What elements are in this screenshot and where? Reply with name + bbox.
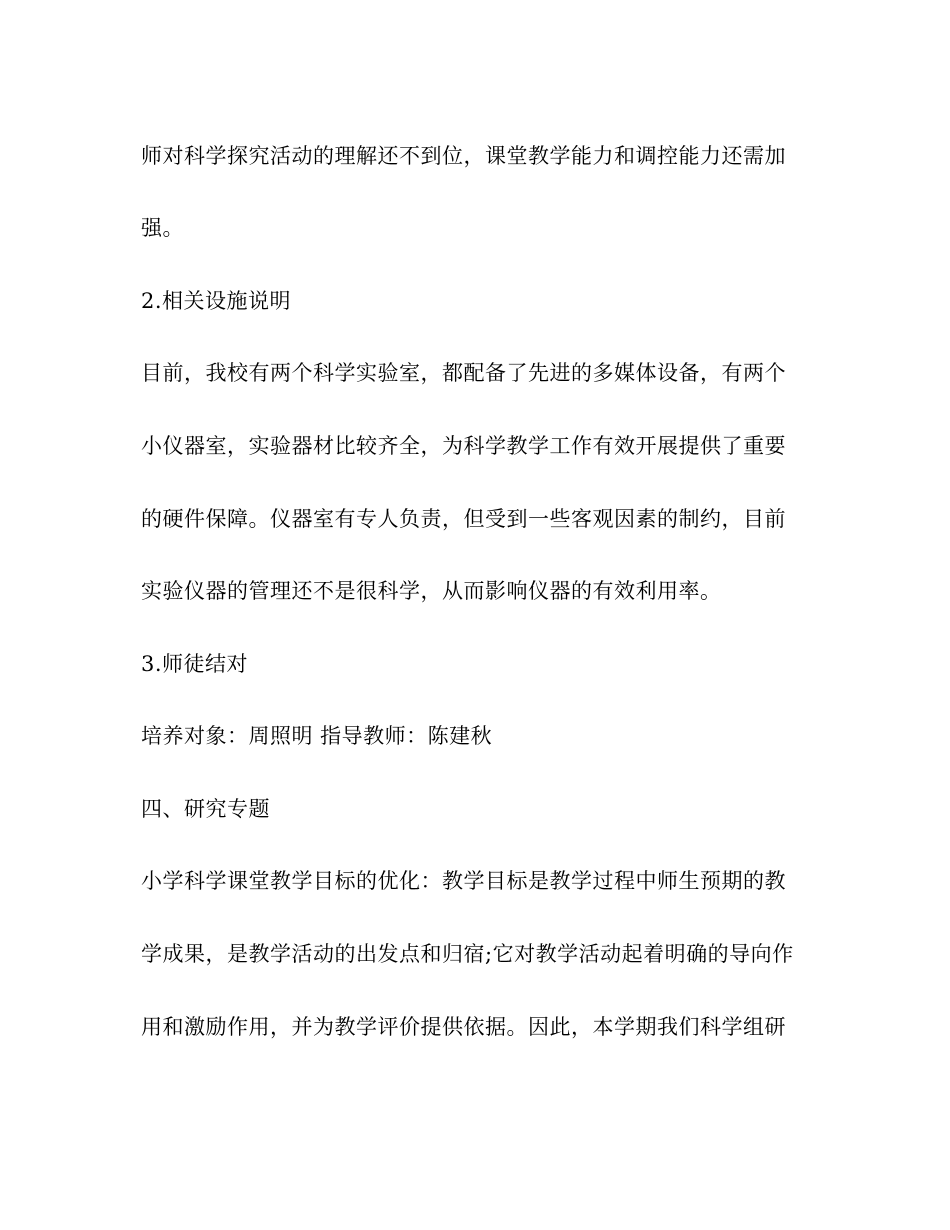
paragraph-line: 小仪器室，实验器材比较齐全，为科学教学工作有效开展提供了重要	[141, 434, 786, 458]
mentorship-detail-line: 培养对象：周照明 指导教师：陈建秋	[141, 724, 493, 748]
paragraph-line: 小学科学课堂教学目标的优化：教学目标是教学过程中师生预期的教	[141, 869, 786, 893]
paragraph-line: 的硬件保障。仪器室有专人负责，但受到一些客观因素的制约，目前	[141, 507, 786, 531]
paragraph-line: 目前，我校有两个科学实验室，都配备了先进的多媒体设备，有两个	[141, 361, 786, 385]
section-heading-research-topic: 四、研究专题	[141, 797, 270, 821]
paragraph-line: 学成果，是教学活动的出发点和归宿;它对教学活动起着明确的导向作	[141, 942, 794, 966]
paragraph-continuation-line: 强。	[141, 216, 184, 240]
paragraph-continuation-line: 师对科学探究活动的理解还不到位，课堂教学能力和调控能力还需加	[141, 144, 786, 168]
section-heading-mentorship: 3.师徒结对	[141, 652, 249, 676]
paragraph-line: 实验仪器的管理还不是很科学，从而影响仪器的有效利用率。	[141, 579, 722, 603]
section-heading-facilities: 2.相关设施说明	[141, 289, 292, 313]
paragraph-line: 用和激励作用，并为教学评价提供依据。因此，本学期我们科学组研	[141, 1015, 786, 1039]
